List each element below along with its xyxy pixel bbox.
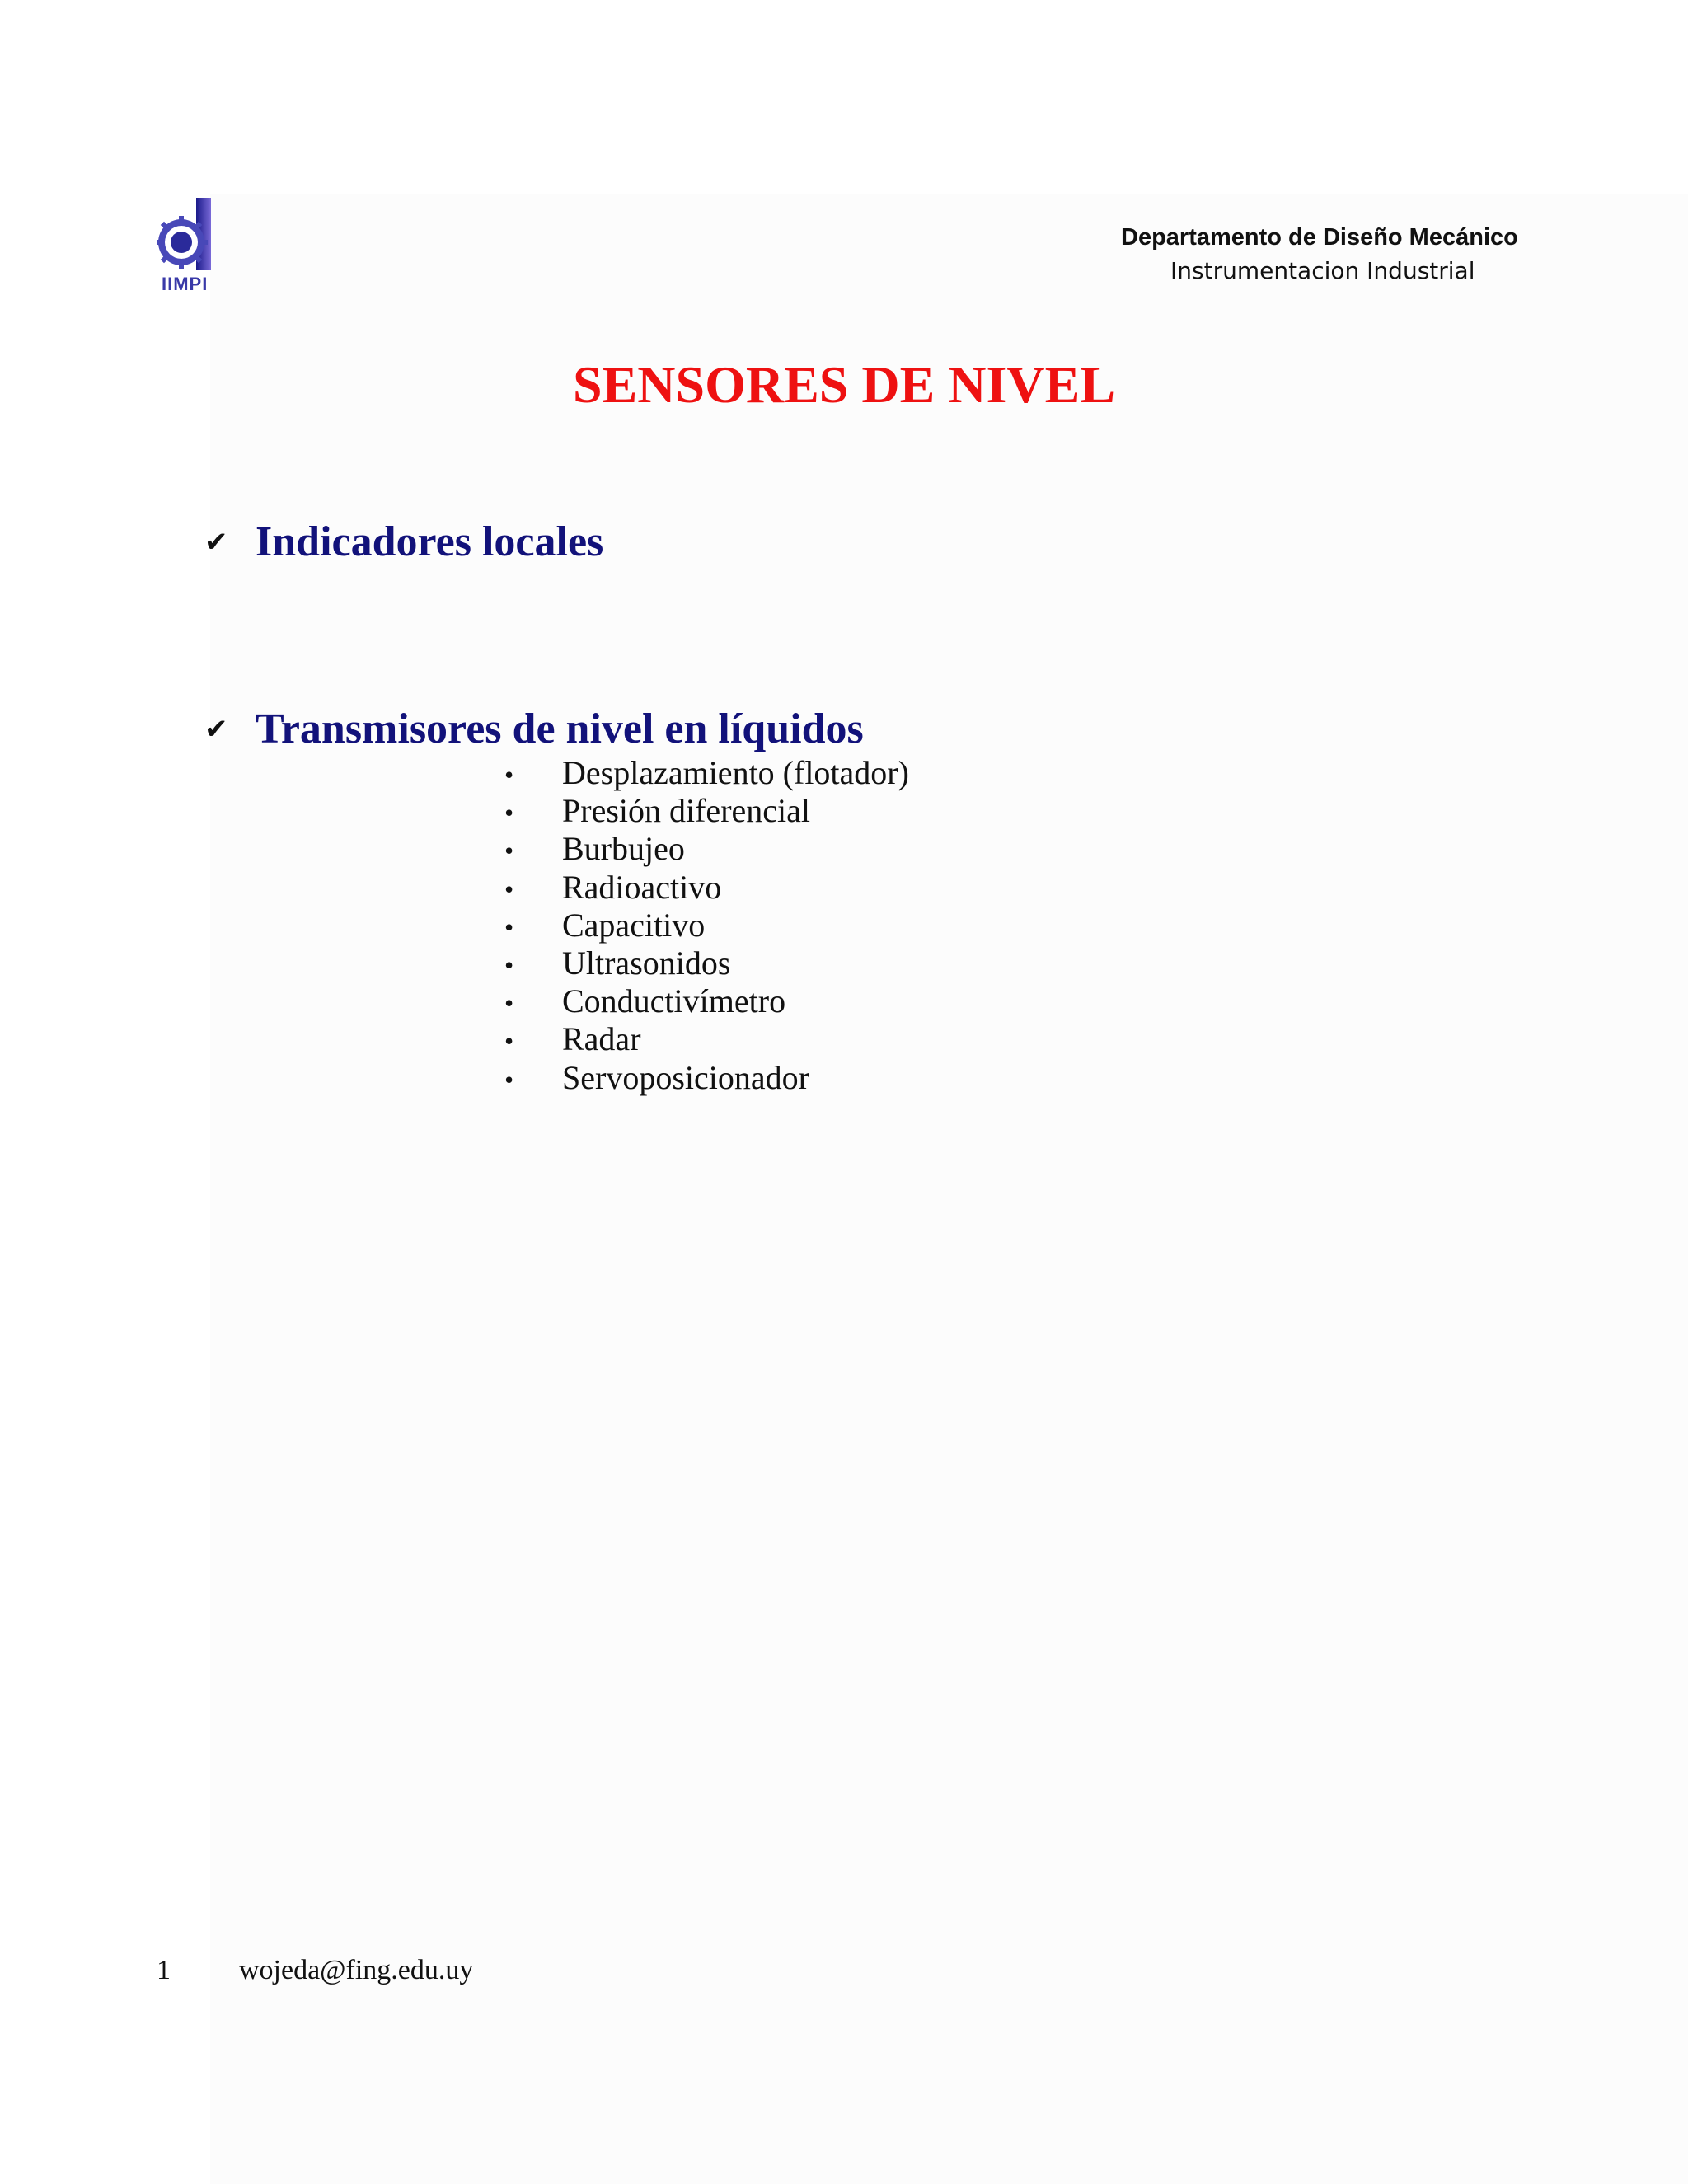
bullet-icon: • <box>504 1026 514 1057</box>
page-title <box>0 354 1688 415</box>
bullet-icon: • <box>504 988 514 1019</box>
page-number: 1 <box>157 1955 171 1985</box>
check-mark-icon: ✔ <box>204 712 228 746</box>
section-heading-text: Transmisores de nivel en líquidos <box>256 705 864 752</box>
section-heading-transmisores <box>204 705 864 753</box>
bullet-icon: • <box>504 798 514 828</box>
list-item-text: Radar <box>562 1020 641 1058</box>
list-item-text: Ultrasonidos <box>562 944 731 982</box>
list-item <box>495 829 909 867</box>
list-item-text: Capacitivo <box>562 906 706 944</box>
list-item-text: Conductivímetro <box>562 982 786 1020</box>
bullet-icon: • <box>504 912 514 942</box>
list-item <box>495 791 909 829</box>
logo-text: IIMPI <box>162 274 209 294</box>
list-item <box>495 753 909 791</box>
list-item-text: Desplazamiento (flotador) <box>562 754 909 791</box>
bullet-icon: • <box>504 836 514 866</box>
list-item-text: Radioactivo <box>562 868 722 906</box>
list-item <box>495 906 909 944</box>
list-item-text: Presión diferencial <box>562 792 810 830</box>
list-item <box>495 1019 909 1057</box>
list-item <box>495 1058 909 1096</box>
list-item <box>495 868 909 906</box>
list-item-text: Servoposicionador <box>562 1058 809 1096</box>
department-name: Departamento de Diseño Mecánico <box>1121 224 1518 251</box>
page-background <box>210 194 1688 2184</box>
section-heading-indicadores <box>204 518 603 566</box>
transmitter-methods-list <box>495 753 909 1096</box>
list-item <box>495 982 909 1019</box>
author-email: wojeda@fing.edu.uy <box>239 1955 474 1985</box>
bullet-icon: • <box>504 1064 514 1094</box>
page-footer <box>157 1955 473 1986</box>
list-item <box>495 944 909 982</box>
section-heading-text: Indicadores locales <box>256 518 604 565</box>
bullet-icon: • <box>504 760 514 790</box>
check-mark-icon: ✔ <box>204 525 228 559</box>
bullet-icon: • <box>504 874 514 904</box>
page-title-text: SENSORES DE NIVEL <box>573 355 1115 414</box>
bullet-icon: • <box>504 949 514 980</box>
list-item-text: Burbujeo <box>562 830 685 868</box>
course-name: Instrumentacion Industrial <box>1170 257 1475 284</box>
